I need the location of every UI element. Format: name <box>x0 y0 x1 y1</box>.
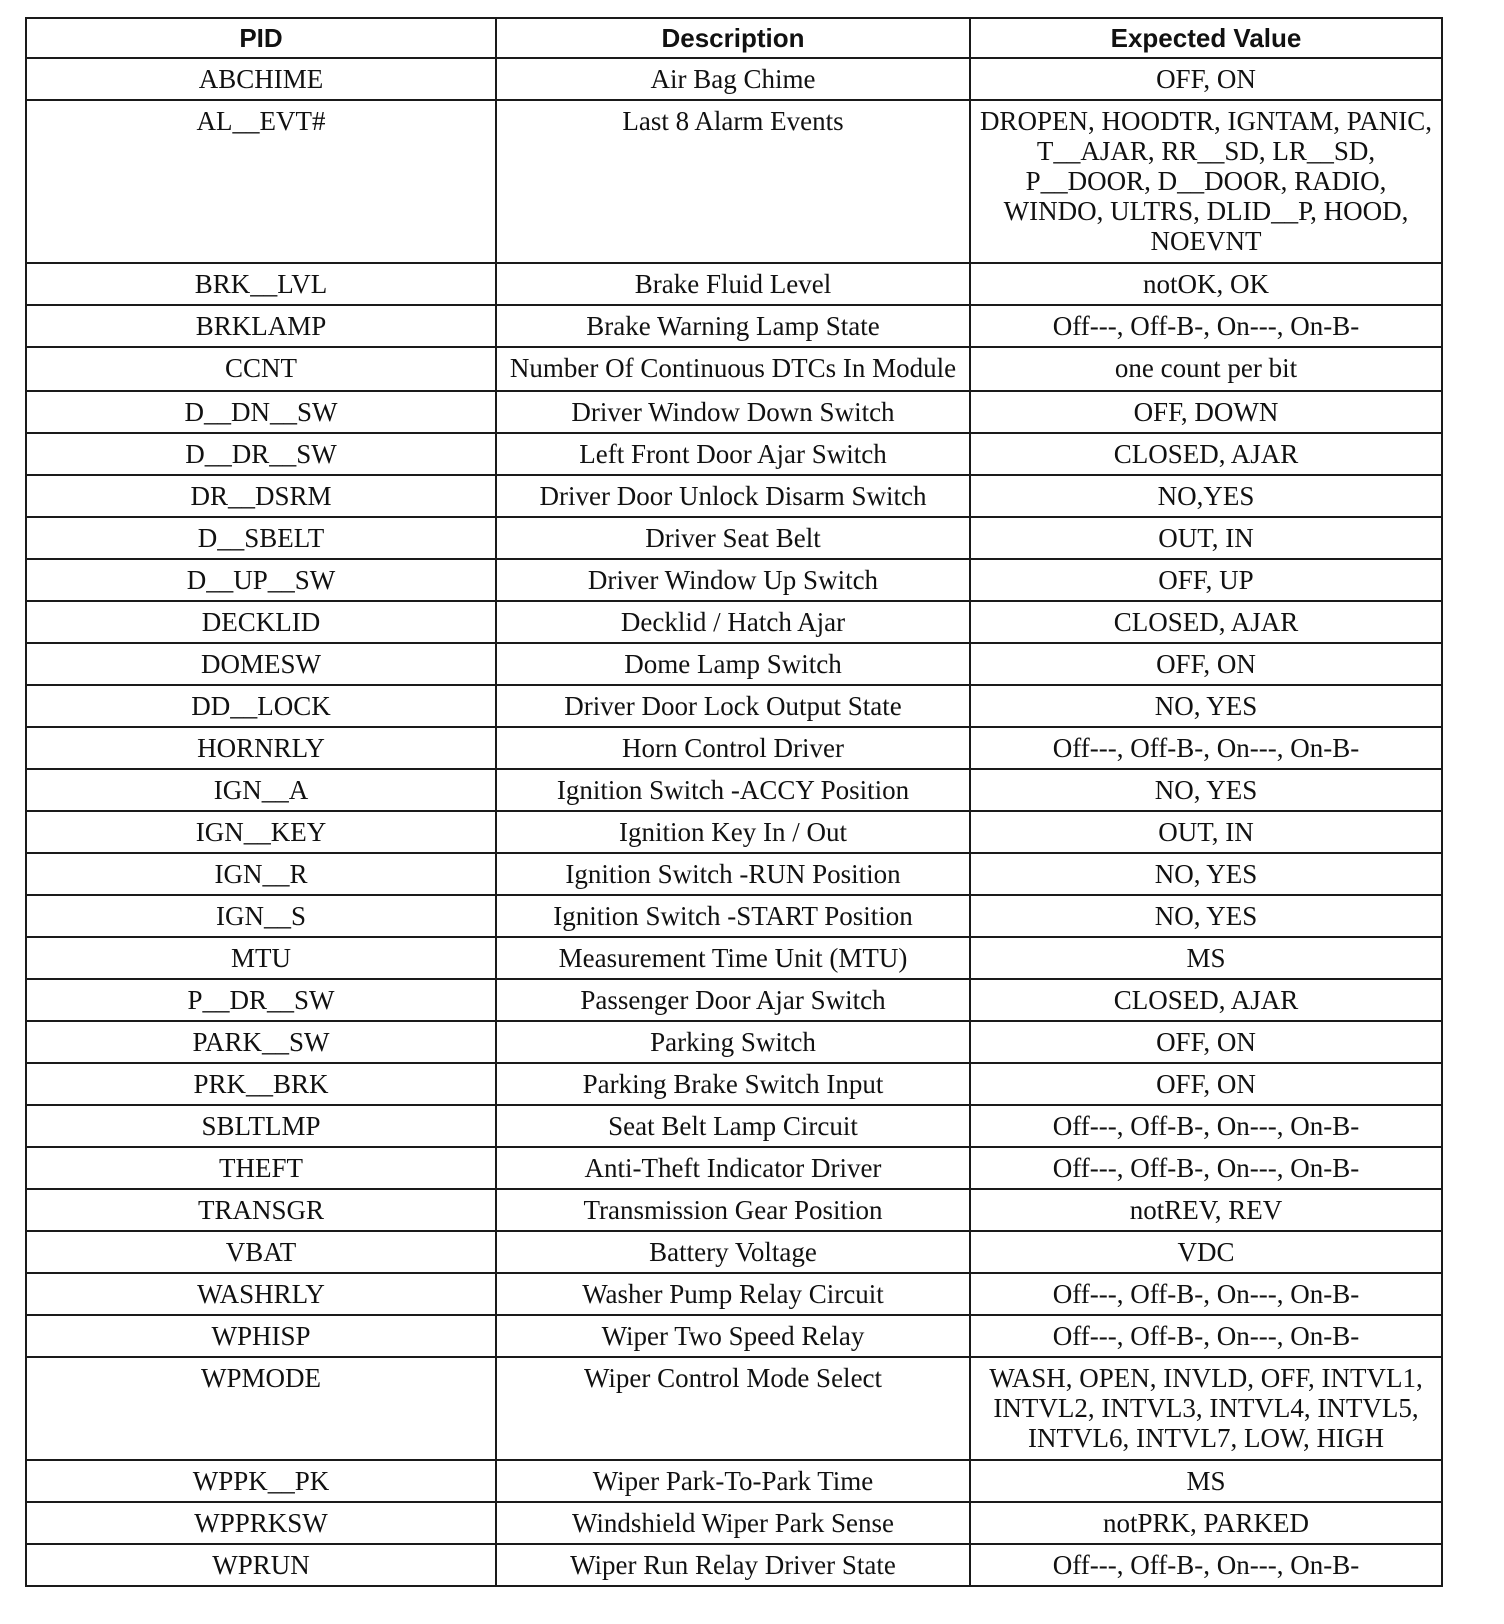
pid-cell: WPPK__PK <box>26 1460 496 1502</box>
table-row <box>26 1147 1442 1189</box>
pid-cell: TRANSGR <box>26 1189 496 1231</box>
pid-cell: DD__LOCK <box>26 685 496 727</box>
table-row <box>26 643 1442 685</box>
description-cell: Left Front Door Ajar Switch <box>496 433 970 475</box>
table-row <box>26 1357 1442 1460</box>
table-row <box>26 391 1442 433</box>
table-row <box>26 853 1442 895</box>
expected-value-cell: Off---, Off-B-, On---, On-B- <box>970 1544 1442 1586</box>
description-cell: Brake Warning Lamp State <box>496 305 970 347</box>
expected-value-cell: NO, YES <box>970 853 1442 895</box>
expected-value-cell: OUT, IN <box>970 517 1442 559</box>
header-expected-value: Expected Value <box>970 18 1442 58</box>
table-row <box>26 517 1442 559</box>
pid-cell: WPMODE <box>26 1357 496 1460</box>
pid-cell: D__UP__SW <box>26 559 496 601</box>
table-row <box>26 1315 1442 1357</box>
pid-cell: IGN__KEY <box>26 811 496 853</box>
expected-value-cell: OFF, ON <box>970 1063 1442 1105</box>
table-row <box>26 100 1442 263</box>
description-cell: Anti-Theft Indicator Driver <box>496 1147 970 1189</box>
pid-cell: IGN__R <box>26 853 496 895</box>
description-cell: Wiper Run Relay Driver State <box>496 1544 970 1586</box>
expected-value-cell: MS <box>970 937 1442 979</box>
expected-value-cell: NO, YES <box>970 685 1442 727</box>
table-row <box>26 769 1442 811</box>
table-row <box>26 263 1442 305</box>
pid-cell: HORNRLY <box>26 727 496 769</box>
description-cell: Brake Fluid Level <box>496 263 970 305</box>
header-description: Description <box>496 18 970 58</box>
table-row <box>26 979 1442 1021</box>
table-row <box>26 601 1442 643</box>
expected-value-cell: CLOSED, AJAR <box>970 979 1442 1021</box>
table-row <box>26 1502 1442 1544</box>
expected-value-cell: OFF, ON <box>970 643 1442 685</box>
pid-cell: P__DR__SW <box>26 979 496 1021</box>
table-row <box>26 347 1442 391</box>
description-cell: Wiper Control Mode Select <box>496 1357 970 1460</box>
table-row <box>26 305 1442 347</box>
table-row <box>26 1231 1442 1273</box>
table-row <box>26 1544 1442 1586</box>
pid-cell: DOMESW <box>26 643 496 685</box>
description-cell: Driver Window Down Switch <box>496 391 970 433</box>
description-cell: Transmission Gear Position <box>496 1189 970 1231</box>
pid-cell: VBAT <box>26 1231 496 1273</box>
expected-value-cell: MS <box>970 1460 1442 1502</box>
description-cell: Driver Door Lock Output State <box>496 685 970 727</box>
expected-value-cell: CLOSED, AJAR <box>970 433 1442 475</box>
expected-value-cell: VDC <box>970 1231 1442 1273</box>
header-pid: PID <box>26 18 496 58</box>
expected-value-cell: Off---, Off-B-, On---, On-B- <box>970 1105 1442 1147</box>
table-row <box>26 1021 1442 1063</box>
description-cell: Parking Brake Switch Input <box>496 1063 970 1105</box>
table-row <box>26 1063 1442 1105</box>
pid-cell: D__SBELT <box>26 517 496 559</box>
table-row <box>26 895 1442 937</box>
description-cell: Measurement Time Unit (MTU) <box>496 937 970 979</box>
pid-cell: WPHISP <box>26 1315 496 1357</box>
pid-cell: WPRUN <box>26 1544 496 1586</box>
pid-cell: SBLTLMP <box>26 1105 496 1147</box>
table-row <box>26 1189 1442 1231</box>
pid-cell: DECKLID <box>26 601 496 643</box>
description-cell: Dome Lamp Switch <box>496 643 970 685</box>
table-row <box>26 58 1442 100</box>
table-row <box>26 559 1442 601</box>
description-cell: Driver Door Unlock Disarm Switch <box>496 475 970 517</box>
expected-value-cell: Off---, Off-B-, On---, On-B- <box>970 1315 1442 1357</box>
description-cell: Air Bag Chime <box>496 58 970 100</box>
table-row <box>26 685 1442 727</box>
pid-cell: IGN__S <box>26 895 496 937</box>
expected-value-cell: notREV, REV <box>970 1189 1442 1231</box>
header-row <box>26 18 1442 58</box>
expected-value-cell: NO, YES <box>970 769 1442 811</box>
pid-cell: WPPRKSW <box>26 1502 496 1544</box>
description-cell: Ignition Switch -START Position <box>496 895 970 937</box>
table-row <box>26 1273 1442 1315</box>
table-row <box>26 433 1442 475</box>
description-cell: Driver Window Up Switch <box>496 559 970 601</box>
expected-value-cell: notPRK, PARKED <box>970 1502 1442 1544</box>
expected-value-cell: CLOSED, AJAR <box>970 601 1442 643</box>
description-cell: Number Of Continuous DTCs In Module <box>496 347 970 391</box>
pid-cell: BRKLAMP <box>26 305 496 347</box>
description-cell: Battery Voltage <box>496 1231 970 1273</box>
description-cell: Last 8 Alarm Events <box>496 100 970 263</box>
pid-cell: D__DN__SW <box>26 391 496 433</box>
description-cell: Ignition Switch -ACCY Position <box>496 769 970 811</box>
description-cell: Wiper Park-To-Park Time <box>496 1460 970 1502</box>
expected-value-cell: Off---, Off-B-, On---, On-B- <box>970 1147 1442 1189</box>
pid-cell: MTU <box>26 937 496 979</box>
pid-cell: WASHRLY <box>26 1273 496 1315</box>
description-cell: Parking Switch <box>496 1021 970 1063</box>
table-row <box>26 1105 1442 1147</box>
description-cell: Driver Seat Belt <box>496 517 970 559</box>
pid-cell: DR__DSRM <box>26 475 496 517</box>
expected-value-cell: NO, YES <box>970 895 1442 937</box>
table-row <box>26 727 1442 769</box>
description-cell: Washer Pump Relay Circuit <box>496 1273 970 1315</box>
description-cell: Ignition Key In / Out <box>496 811 970 853</box>
expected-value-cell: one count per bit <box>970 347 1442 391</box>
pid-cell: PARK__SW <box>26 1021 496 1063</box>
pid-cell: AL__EVT# <box>26 100 496 263</box>
description-cell: Wiper Two Speed Relay <box>496 1315 970 1357</box>
pid-table <box>25 17 1443 1587</box>
table-row <box>26 811 1442 853</box>
expected-value-cell: OFF, ON <box>970 58 1442 100</box>
table-row <box>26 937 1442 979</box>
description-cell: Ignition Switch -RUN Position <box>496 853 970 895</box>
expected-value-cell: DROPEN, HOODTR, IGNTAM, PANIC, T__AJAR, RR__SD, LR__SD, P__DOOR, D__DOOR, RADIO, WINDO, ULTRS, DLID__P, HOOD, NOEVNT <box>970 100 1442 263</box>
pid-cell: CCNT <box>26 347 496 391</box>
pid-cell: PRK__BRK <box>26 1063 496 1105</box>
expected-value-cell: Off---, Off-B-, On---, On-B- <box>970 305 1442 347</box>
expected-value-cell: Off---, Off-B-, On---, On-B- <box>970 1273 1442 1315</box>
description-cell: Decklid / Hatch Ajar <box>496 601 970 643</box>
table-row <box>26 475 1442 517</box>
description-cell: Passenger Door Ajar Switch <box>496 979 970 1021</box>
expected-value-cell: OFF, UP <box>970 559 1442 601</box>
expected-value-cell: WASH, OPEN, INVLD, OFF, INTVL1, INTVL2, INTVL3, INTVL4, INTVL5, INTVL6, INTVL7, LOW, HIGH <box>970 1357 1442 1460</box>
pid-cell: ABCHIME <box>26 58 496 100</box>
description-cell: Windshield Wiper Park Sense <box>496 1502 970 1544</box>
description-cell: Seat Belt Lamp Circuit <box>496 1105 970 1147</box>
pid-cell: THEFT <box>26 1147 496 1189</box>
expected-value-cell: OFF, DOWN <box>970 391 1442 433</box>
expected-value-cell: NO,YES <box>970 475 1442 517</box>
table-body <box>26 58 1442 1586</box>
expected-value-cell: notOK, OK <box>970 263 1442 305</box>
pid-cell: D__DR__SW <box>26 433 496 475</box>
pid-cell: BRK__LVL <box>26 263 496 305</box>
description-cell: Horn Control Driver <box>496 727 970 769</box>
expected-value-cell: Off---, Off-B-, On---, On-B- <box>970 727 1442 769</box>
pid-cell: IGN__A <box>26 769 496 811</box>
expected-value-cell: OUT, IN <box>970 811 1442 853</box>
table-row <box>26 1460 1442 1502</box>
expected-value-cell: OFF, ON <box>970 1021 1442 1063</box>
